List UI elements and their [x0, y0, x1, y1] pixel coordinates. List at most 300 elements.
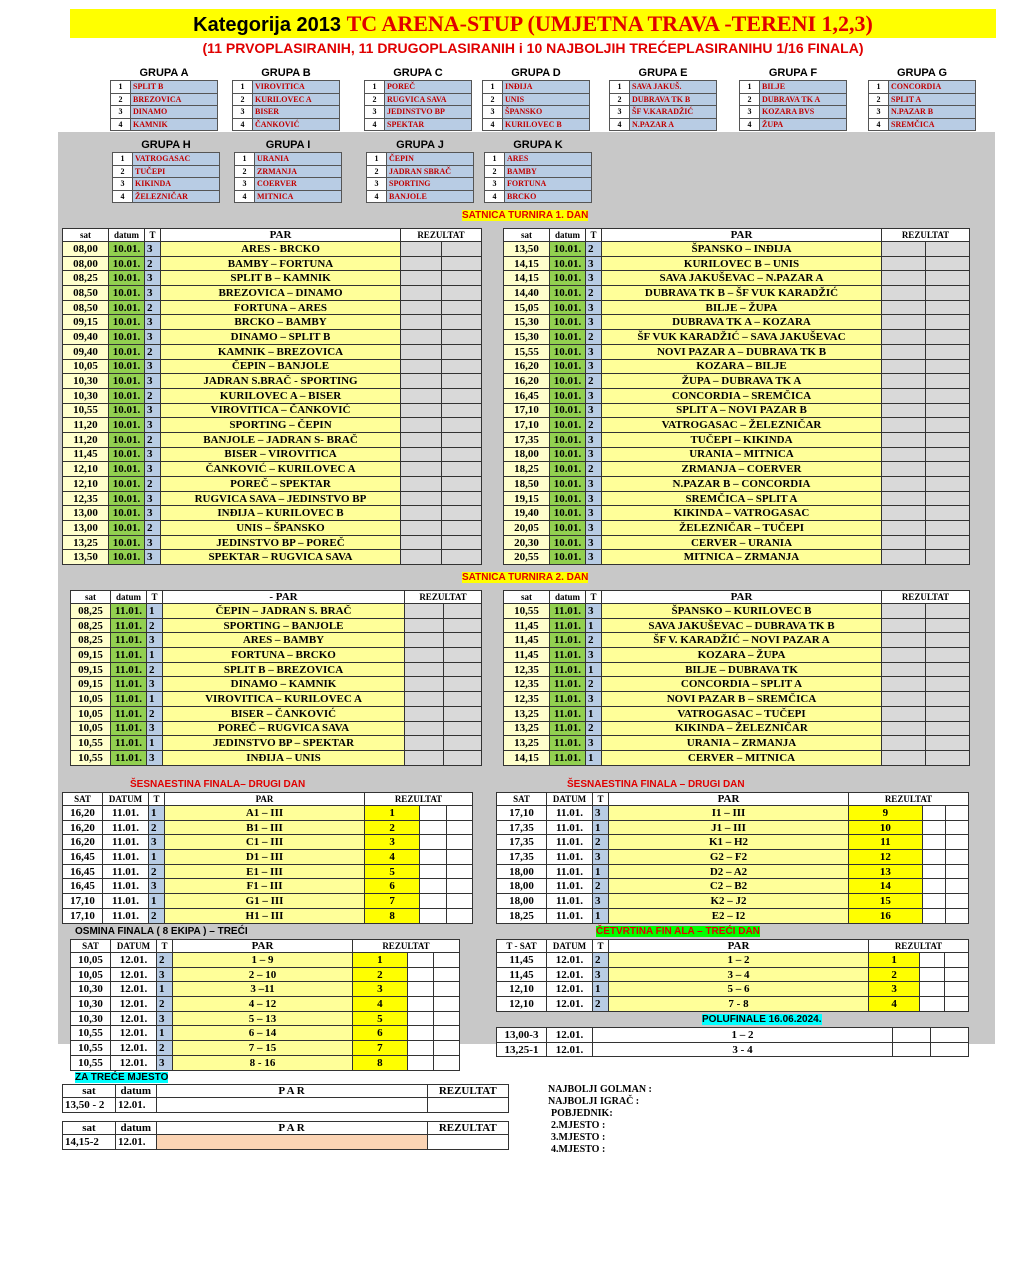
match-field: 1 [157, 1026, 173, 1041]
result-cell-2 [926, 521, 970, 536]
column-header: SAT [63, 793, 103, 806]
table-row [504, 491, 970, 506]
group-team: FORTUNA [505, 178, 592, 191]
match-pair: UNIS – ŠPANSKO [161, 521, 401, 536]
match-time: 13,25 [504, 706, 550, 721]
match-time: 11,45 [497, 967, 547, 982]
match-time: 17,35 [497, 850, 547, 865]
table-row [63, 300, 482, 315]
result-cell-1 [882, 721, 926, 736]
match-pair: ŠF VUK KARADŽIĆ – SAVA JAKUŠEVAC [602, 330, 882, 345]
result-cell-1 [401, 535, 442, 550]
match-time: 10,55 [71, 1055, 111, 1070]
match-field: 1 [586, 618, 602, 633]
match-number: 11 [849, 835, 923, 850]
result-cell-1 [882, 462, 926, 477]
table-row [71, 662, 482, 677]
result-cell-1 [922, 908, 945, 923]
result-cell-1 [401, 447, 442, 462]
table-row [63, 535, 482, 550]
result-cell-1 [420, 820, 446, 835]
table-row [63, 359, 482, 374]
table-row [504, 242, 970, 257]
group-team: SAVA JAKUŠ. [630, 81, 717, 94]
match-time: 10,30 [71, 1011, 111, 1026]
table-row [497, 1042, 969, 1057]
result-cell-1 [882, 550, 926, 565]
table-row [504, 344, 970, 359]
day1-left-table [62, 228, 482, 565]
result-cell-1 [882, 750, 926, 765]
match-number: 8 [365, 908, 420, 923]
result-cell-1 [420, 835, 446, 850]
match-date: 10.01. [109, 418, 145, 433]
result-cell-2 [441, 521, 482, 536]
group-team: BANJOLE [387, 190, 474, 203]
match-pair: KIKINDA – ŽELEZNIČAR [602, 721, 882, 736]
match-pair: SPLIT B – KAMNIK [161, 271, 401, 286]
match-time: 09,15 [63, 315, 109, 330]
match-pair: SAVA JAKUŠEVAC – N.PAZAR A [602, 271, 882, 286]
result-cell-2 [441, 374, 482, 389]
group-box [366, 138, 474, 203]
match-pair: K1 – H2 [609, 835, 849, 850]
group-position: 2 [365, 93, 385, 106]
match-time: 18,25 [504, 462, 550, 477]
group-team: VIROVITICA [253, 81, 340, 94]
group-box [739, 66, 847, 131]
match-field: 3 [145, 447, 161, 462]
table-row [497, 850, 969, 865]
match-pair: G1 – III [165, 894, 365, 909]
match-number: 14 [849, 879, 923, 894]
match-date: 10.01. [109, 315, 145, 330]
group-team: BREZOVICA [131, 93, 218, 106]
group-team: SPLIT A [889, 93, 976, 106]
result-cell-2 [441, 491, 482, 506]
table-row [497, 982, 969, 997]
column-header: sat [63, 1122, 116, 1135]
result-cell-1 [882, 604, 926, 619]
match-date: 11.01. [550, 706, 586, 721]
day2-label: SATNICA TURNIRA 2. DAN [462, 572, 589, 583]
table-row [504, 403, 970, 418]
result-cell-2 [944, 997, 968, 1012]
match-field: 1 [147, 736, 163, 751]
match-pair: ŽUPA – DUBRAVA TK A [602, 374, 882, 389]
table-row [497, 1028, 969, 1043]
group-position: 4 [233, 118, 253, 131]
match-time: 13,50 [504, 242, 550, 257]
match-time: 12,10 [497, 997, 547, 1012]
match-pair [156, 1135, 427, 1150]
match-time: 08,25 [71, 618, 111, 633]
table-row [71, 692, 482, 707]
match-field: 3 [157, 1055, 173, 1070]
table-row [63, 418, 482, 433]
group-box [482, 66, 590, 131]
match-pair: I1 – III [609, 806, 849, 821]
result-cell-2 [441, 535, 482, 550]
match-field: 3 [586, 359, 602, 374]
table-row [63, 388, 482, 403]
table-header [71, 940, 460, 953]
table-row [504, 677, 970, 692]
table-row [63, 315, 482, 330]
table-row [63, 462, 482, 477]
table-row [504, 315, 970, 330]
result-cell-1 [922, 850, 945, 865]
match-date: 11.01. [550, 648, 586, 663]
result-cell-1 [882, 330, 926, 345]
table-row [504, 432, 970, 447]
match-pair: MITNICA – ZRMANJA [602, 550, 882, 565]
match-number: 3 [869, 982, 920, 997]
match-date: 10.01. [109, 506, 145, 521]
group-position: 1 [869, 81, 889, 94]
result-cell-2 [441, 286, 482, 301]
sf-table [496, 1027, 969, 1057]
match-time: 08,50 [63, 300, 109, 315]
result-cell [427, 1098, 509, 1113]
match-time: 16,20 [63, 835, 103, 850]
match-time: 09,15 [71, 648, 111, 663]
match-field: 3 [145, 315, 161, 330]
match-time: 11,45 [504, 633, 550, 648]
group-position: 1 [740, 81, 760, 94]
column-header: REZULTAT [869, 940, 969, 953]
column-header: T [593, 940, 609, 953]
group-box [110, 66, 218, 131]
result-cell-1 [405, 692, 444, 707]
column-header: REZULTAT [405, 591, 482, 604]
match-field: 3 [157, 1011, 173, 1026]
table-row [504, 535, 970, 550]
match-date: 11.01. [547, 806, 593, 821]
award-line: POBJEDNIK: [551, 1108, 613, 1119]
match-time: 14,15 [504, 256, 550, 271]
match-number: 3 [365, 835, 420, 850]
match-field: 3 [586, 271, 602, 286]
group-team: N.PAZAR B [889, 106, 976, 119]
result-cell-2 [441, 300, 482, 315]
result-cell-2 [446, 820, 472, 835]
table-row [63, 491, 482, 506]
column-header: P A R [156, 1085, 427, 1098]
table-header [63, 1085, 509, 1098]
result-cell-1 [401, 330, 442, 345]
result-cell-1 [405, 662, 444, 677]
group-table [112, 152, 220, 203]
result-cell-1 [882, 256, 926, 271]
match-time: 17,10 [504, 403, 550, 418]
match-pair: DUBRAVA TK A – KOZARA [602, 315, 882, 330]
match-pair: 6 – 14 [173, 1026, 353, 1041]
result-cell-2 [441, 344, 482, 359]
match-field: 2 [157, 953, 173, 968]
match-field: 3 [593, 894, 609, 909]
group-table [484, 152, 592, 203]
result-cell-1 [401, 359, 442, 374]
result-cell-2 [926, 344, 970, 359]
table-row [497, 879, 969, 894]
match-number: 12 [849, 850, 923, 865]
match-field: 2 [145, 256, 161, 271]
match-time: 17,35 [504, 432, 550, 447]
match-pair: NOVI PAZAR B – SREMČICA [602, 692, 882, 707]
group-position: 1 [483, 81, 503, 94]
result-cell-1 [420, 908, 446, 923]
match-date: 12.01. [547, 982, 593, 997]
result-cell-1 [405, 706, 444, 721]
match-pair: 3 –11 [173, 982, 353, 997]
table-row [63, 879, 473, 894]
match-field: 1 [593, 820, 609, 835]
group-team: DINAMO [131, 106, 218, 119]
table-row [497, 908, 969, 923]
result-cell-2 [944, 953, 968, 968]
result-cell-2 [926, 677, 970, 692]
result-cell-2 [926, 242, 970, 257]
title-category: Kategorija 2013 [193, 14, 347, 36]
match-field: 2 [145, 300, 161, 315]
group-position: 3 [113, 178, 133, 191]
result-cell-1 [922, 820, 945, 835]
match-pair: BILJE – ŽUPA [602, 300, 882, 315]
match-time: 14,15 [504, 271, 550, 286]
match-number: 6 [365, 879, 420, 894]
column-header: T [157, 940, 173, 953]
result-cell-1 [882, 706, 926, 721]
result-cell-2 [926, 721, 970, 736]
match-field: 3 [145, 374, 161, 389]
table-row [504, 271, 970, 286]
match-time: 10,55 [71, 736, 111, 751]
match-field: 3 [586, 604, 602, 619]
result-cell-1 [401, 491, 442, 506]
match-pair: CONCORDIA – SREMČICA [602, 388, 882, 403]
match-date: 11.01. [550, 736, 586, 751]
table-row [504, 662, 970, 677]
match-field: 3 [586, 491, 602, 506]
column-header: datum [111, 591, 147, 604]
match-time: 08,25 [71, 633, 111, 648]
match-date: 11.01. [550, 633, 586, 648]
match-field: 2 [586, 462, 602, 477]
table-row [63, 330, 482, 345]
match-date: 12.01. [111, 997, 157, 1012]
group-position: 1 [367, 153, 387, 166]
group-team: SPLIT B [131, 81, 218, 94]
match-date: 12.01. [111, 1011, 157, 1026]
match-pair: C2 – B2 [609, 879, 849, 894]
result-cell-1 [401, 256, 442, 271]
match-number: 5 [365, 864, 420, 879]
match-time: 17,10 [504, 418, 550, 433]
result-cell-1 [405, 618, 444, 633]
group-team: RUGVICA SAVA [385, 93, 472, 106]
day1-label: SATNICA TURNIRA 1. DAN [462, 210, 589, 221]
group-team: JEDINSTVO BP [385, 106, 472, 119]
column-header: REZULTAT [849, 793, 969, 806]
match-pair: CERVER – URANIA [602, 535, 882, 550]
result-cell [427, 1135, 509, 1150]
match-time: 13,25 [504, 721, 550, 736]
match-number: 2 [365, 820, 420, 835]
match-field: 3 [145, 359, 161, 374]
match-time: 16,20 [63, 820, 103, 835]
match-time: 18,25 [497, 908, 547, 923]
table-row [63, 864, 473, 879]
match-pair: B1 – III [165, 820, 365, 835]
result-cell-1 [920, 982, 944, 997]
result-cell-1 [401, 462, 442, 477]
match-date: 12.01. [547, 997, 593, 1012]
result-cell-1 [882, 506, 926, 521]
match-time: 10,05 [71, 706, 111, 721]
result-cell-2 [441, 330, 482, 345]
column-header: T [145, 229, 161, 242]
match-field: 2 [145, 521, 161, 536]
group-box [112, 138, 220, 203]
match-date: 10.01. [109, 242, 145, 257]
match-pair: INĐIJA – KURILOVEC B [161, 506, 401, 521]
result-cell-2 [441, 359, 482, 374]
result-cell-2 [443, 692, 482, 707]
match-time: 10,30 [63, 388, 109, 403]
result-cell-1 [882, 633, 926, 648]
match-date: 11.01. [111, 662, 147, 677]
match-date: 11.01. [547, 879, 593, 894]
result-cell-2 [926, 286, 970, 301]
result-cell-1 [882, 477, 926, 492]
match-pair: DINAMO – SPLIT B [161, 330, 401, 345]
match-field: 3 [147, 750, 163, 765]
match-number: 9 [849, 806, 923, 821]
result-cell-1 [401, 242, 442, 257]
match-date: 10.01. [109, 535, 145, 550]
third-place-table [62, 1084, 509, 1113]
match-date: 10.01. [109, 550, 145, 565]
match-date: 10.01. [550, 359, 586, 374]
match-date: 12.01. [111, 1041, 157, 1056]
column-header: DATUM [547, 940, 593, 953]
column-header: REZULTAT [353, 940, 460, 953]
table-row [504, 633, 970, 648]
group-position: 3 [483, 106, 503, 119]
match-time: 15,30 [504, 330, 550, 345]
match-pair: POREČ – RUGVICA SAVA [163, 721, 405, 736]
column-header: T [586, 229, 602, 242]
result-cell-1 [882, 447, 926, 462]
match-number: 3 [353, 982, 408, 997]
match-field: 1 [147, 604, 163, 619]
match-date: 10.01. [109, 432, 145, 447]
group-team: VATROGASAC [133, 153, 220, 166]
group-team: INĐIJA [503, 81, 590, 94]
match-pair: SPORTING – BANJOLE [163, 618, 405, 633]
column-header: T [586, 591, 602, 604]
column-header: PAR [165, 793, 365, 806]
r8-label: OSMINA FINALA ( 8 EKIPA ) – TREĆI [75, 926, 248, 937]
table-header [497, 793, 969, 806]
result-cell-1 [401, 374, 442, 389]
result-cell-2 [926, 506, 970, 521]
match-pair: 5 – 6 [609, 982, 869, 997]
match-time: 08,00 [63, 242, 109, 257]
match-field: 2 [586, 418, 602, 433]
column-header: sat [63, 1085, 116, 1098]
group-position: 2 [235, 165, 255, 178]
group-team: SREMČICA [889, 118, 976, 131]
table-header [63, 1122, 509, 1135]
table-row [63, 477, 482, 492]
result-cell-2 [441, 462, 482, 477]
table-header [71, 591, 482, 604]
result-cell-2 [443, 750, 482, 765]
third-place-label: ZA TREĆE MJESTO [75, 1072, 169, 1083]
page-title [70, 9, 996, 38]
result-cell-2 [926, 315, 970, 330]
match-date: 11.01. [550, 692, 586, 707]
result-cell-1 [407, 953, 433, 968]
group-team: COERVER [255, 178, 342, 191]
match-pair: POREČ – SPEKTAR [161, 477, 401, 492]
result-cell-2 [443, 633, 482, 648]
result-cell-2 [446, 864, 472, 879]
match-time: 09,40 [63, 344, 109, 359]
group-position: 2 [869, 93, 889, 106]
match-date: 12.01. [111, 953, 157, 968]
match-time: 13,25 [504, 736, 550, 751]
result-cell-2 [945, 850, 968, 865]
result-cell-1 [420, 879, 446, 894]
result-cell-1 [401, 432, 442, 447]
group-position: 2 [367, 165, 387, 178]
title-venue: TC ARENA-STUP (UMJETNA TRAVA -TERENI 1,2,3) [346, 11, 873, 36]
table-row [63, 506, 482, 521]
match-field: 3 [593, 806, 609, 821]
table-row [497, 820, 969, 835]
group-position: 4 [113, 190, 133, 203]
match-pair: 8 - 16 [173, 1055, 353, 1070]
match-pair: BISER – ČANKOVIĆ [163, 706, 405, 721]
match-pair: JEDINSTVO BP – SPEKTAR [163, 736, 405, 751]
match-field: 2 [145, 388, 161, 403]
result-cell-2 [433, 1055, 459, 1070]
match-date: 10.01. [109, 300, 145, 315]
match-date: 11.01. [547, 835, 593, 850]
match-time: 19,15 [504, 491, 550, 506]
group-table [364, 80, 472, 131]
table-row [71, 677, 482, 692]
match-date: 11.01. [111, 750, 147, 765]
match-pair: VIROVITICA – KURILOVEC A [163, 692, 405, 707]
table-row [63, 242, 482, 257]
match-date: 10.01. [550, 330, 586, 345]
table-header [63, 229, 482, 242]
result-cell-2 [446, 850, 472, 865]
result-cell-2 [926, 706, 970, 721]
result-cell-2 [443, 662, 482, 677]
column-header: T [147, 591, 163, 604]
result-cell-2 [433, 982, 459, 997]
match-time: 08,25 [63, 271, 109, 286]
table-row [504, 447, 970, 462]
match-field: 1 [147, 648, 163, 663]
table-row [63, 403, 482, 418]
result-cell-1 [920, 953, 944, 968]
